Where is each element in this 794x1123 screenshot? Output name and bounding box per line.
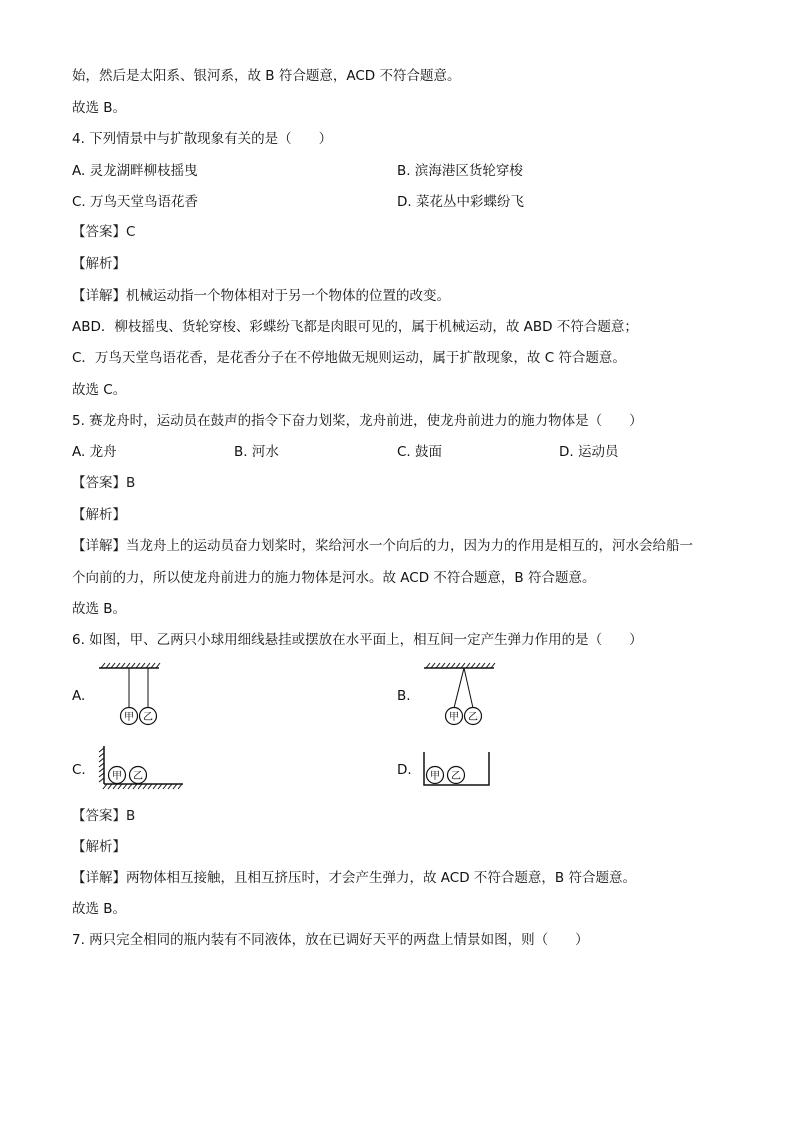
figure-d-diagram <box>420 748 500 790</box>
detail-6: 【详解】两物体相互接触，且相互挤压时，才会产生弹力，故 ACD 不符合题意，B 符合题意。 <box>72 870 636 886</box>
text-line: 始，然后是太阳系、银河系，故 B 符合题意，ACD 不符合题意。 <box>72 68 461 84</box>
figure-a-diagram <box>95 662 175 728</box>
option-5b: B. 河水 <box>234 444 279 460</box>
option-5a: A. 龙舟 <box>72 444 117 460</box>
option-5d: D. 运动员 <box>559 444 619 460</box>
answer-4: 【答案】C <box>72 224 136 240</box>
figure-b-diagram <box>420 662 500 728</box>
option-4a: A. 灵龙湖畔柳枝摇曳 <box>72 163 198 179</box>
answer-6: 【答案】B <box>72 808 136 824</box>
analysis-5: 【解析】 <box>72 507 126 523</box>
select-5: 故选 B。 <box>72 601 127 617</box>
question-5: 5. 赛龙舟时，运动员在鼓声的指令下奋力划桨，龙舟前进，使龙舟前进力的施力物体是（ ） <box>72 413 643 429</box>
figure-a-label: A. <box>72 688 86 704</box>
detail-4b: ABD．柳枝摇曳、货轮穿梭、彩蝶纷飞都是肉眼可见的，属于机械运动，故 ABD 不符合题意； <box>72 319 638 335</box>
ball-jia-label: 甲 <box>430 771 440 782</box>
question-6: 6. 如图，甲、乙两只小球用细线悬挂或摆放在水平面上，相互间一定产生弹力作用的是（ ） <box>72 632 643 648</box>
question-7: 7. 两只完全相同的瓶内装有不同液体，放在已调好天平的两盘上情景如图，则（ ） <box>72 932 589 948</box>
detail-4c: C．万鸟天堂鸟语花香，是花香分子在不停地做无规则运动，属于扩散现象，故 C 符合题意。 <box>72 350 626 366</box>
ball-jia-label: 甲 <box>112 771 122 782</box>
option-4c: C. 万鸟天堂鸟语花香 <box>72 194 199 210</box>
text-line: 故选 B。 <box>72 100 127 116</box>
option-5c: C. 鼓面 <box>397 444 443 460</box>
question-4: 4. 下列情景中与扩散现象有关的是（ ） <box>72 131 333 147</box>
ball-jia-label: 甲 <box>449 712 459 723</box>
figure-c-diagram <box>95 742 187 794</box>
select-6: 故选 B。 <box>72 901 127 917</box>
analysis-6: 【解析】 <box>72 839 126 855</box>
answer-5: 【答案】B <box>72 475 136 491</box>
option-4d: D. 菜花丛中彩蝶纷飞 <box>397 194 524 210</box>
ball-yi-label: 乙 <box>451 771 461 782</box>
detail-5b: 个向前的力，所以使龙舟前进力的施力物体是河水。故 ACD 不符合题意，B 符合题意。 <box>72 570 596 586</box>
figure-c-label: C. <box>72 762 86 778</box>
analysis-4: 【解析】 <box>72 256 126 272</box>
select-4: 故选 C。 <box>72 382 127 398</box>
detail-5: 【详解】当龙舟上的运动员奋力划桨时，桨给河水一个向后的力，因为力的作用是相互的，河水会给船一 <box>72 538 693 554</box>
figure-b-label: B. <box>397 688 411 704</box>
figure-d-label: D. <box>397 762 412 778</box>
ball-yi-label: 乙 <box>133 771 143 782</box>
ball-jia-label: 甲 <box>124 712 134 723</box>
detail-4: 【详解】机械运动指一个物体相对于另一个物体的位置的改变。 <box>72 288 450 304</box>
ball-yi-label: 乙 <box>468 712 478 723</box>
option-4b: B. 滨海港区货轮穿梭 <box>397 163 523 179</box>
ball-yi-label: 乙 <box>143 712 153 723</box>
